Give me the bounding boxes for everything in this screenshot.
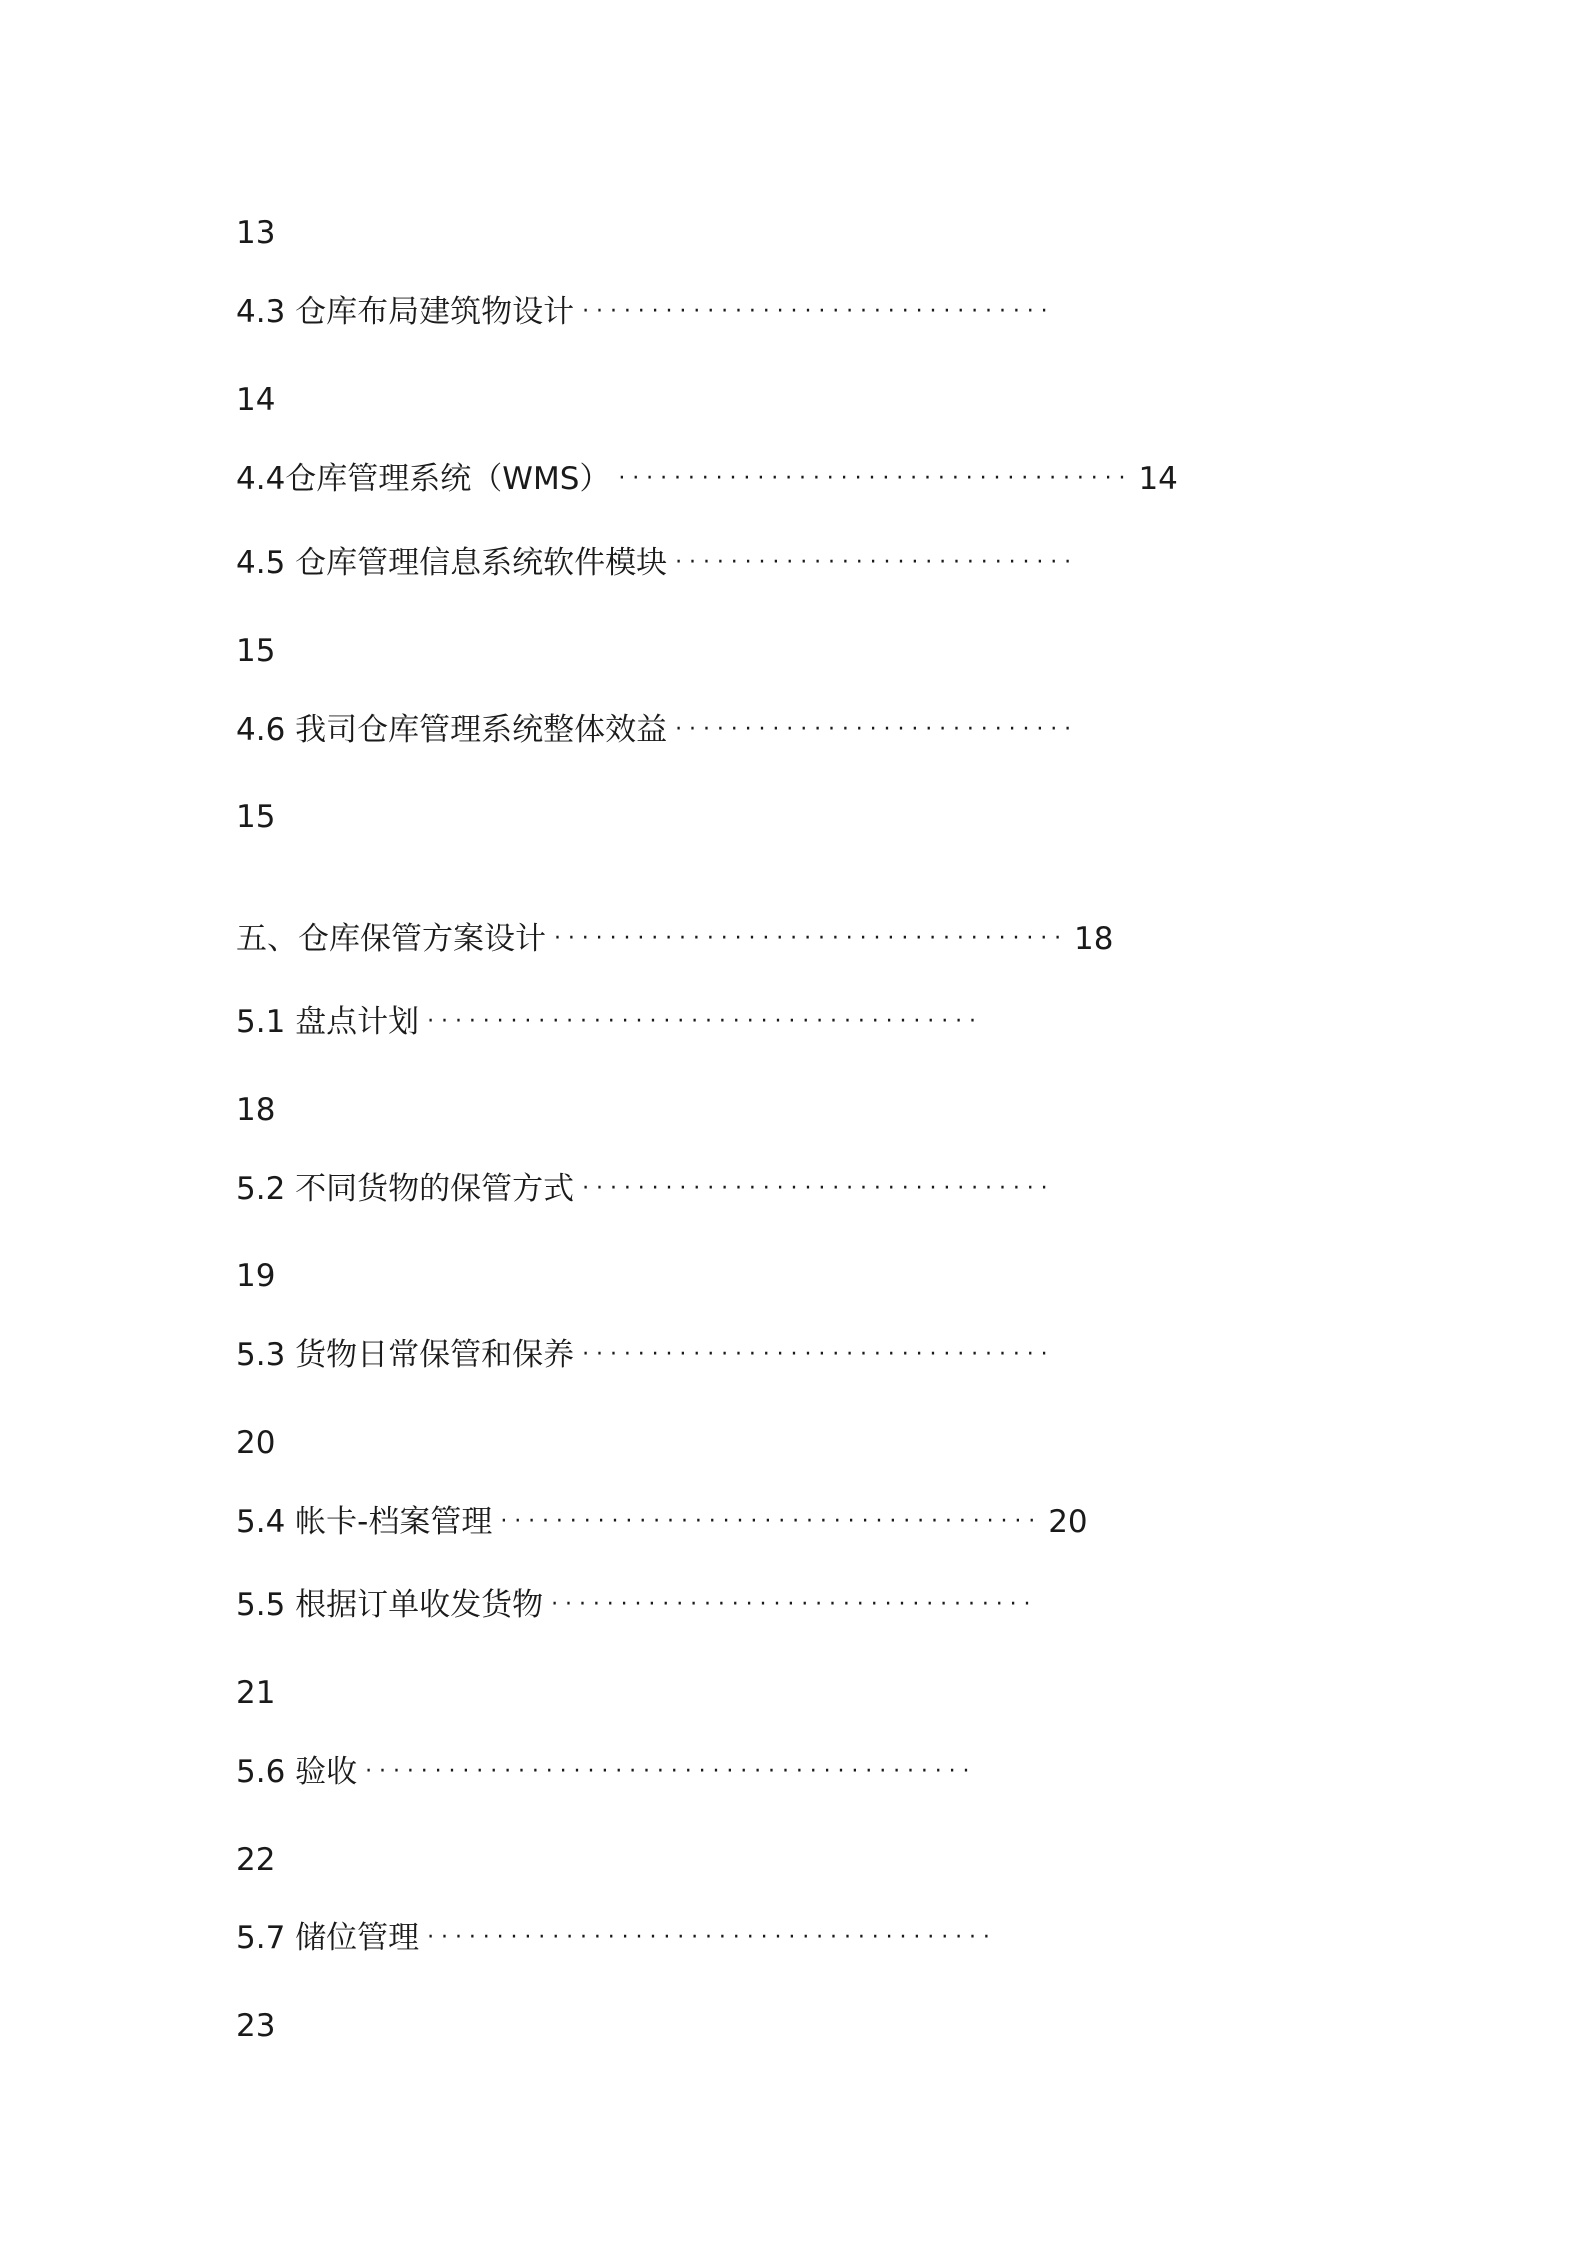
toc-entry-label: 5.7 储位管理 (236, 1920, 420, 1956)
toc-page-number: 15 (236, 633, 276, 669)
toc-entry-4-3 (236, 292, 1336, 332)
toc-entry-4-5 (236, 543, 1336, 583)
toc-entry-label: 4.3 仓库布局建筑物设计 (236, 294, 575, 330)
toc-leader-dots: ·································· (582, 299, 1055, 324)
toc-page-number: 23 (236, 2008, 276, 2044)
toc-leader-dots: ········································· (427, 1925, 997, 1950)
toc-leader-dots: ····························· (675, 550, 1079, 575)
toc-entry-label: 5.2 不同货物的保管方式 (236, 1171, 575, 1207)
toc-entry-5-2 (236, 1169, 1336, 1209)
toc-entry-5-6 (236, 1752, 1336, 1792)
toc-entry-5-7 (236, 1918, 1336, 1958)
toc-entry-4-4 (236, 459, 1356, 499)
toc-page-number: 13 (236, 215, 276, 251)
toc-entry-label: 5.1 盘点计划 (236, 1004, 420, 1040)
toc-leader-dots: ·································· (582, 1342, 1055, 1367)
toc-page-number: 19 (236, 1258, 276, 1294)
toc-entry-label: 4.6 我司仓库管理系统整体效益 (236, 712, 668, 748)
toc-entry-label: 5.3 货物日常保管和保养 (236, 1337, 575, 1373)
toc-entry-page-number: 18 (1074, 921, 1114, 957)
toc-entry-5-4 (236, 1502, 1356, 1542)
toc-leader-dots: ······································· (500, 1509, 1043, 1534)
toc-entry-section-5 (236, 919, 1356, 959)
toc-entry-label: 4.5 仓库管理信息系统软件模块 (236, 545, 668, 581)
toc-page-number: 22 (236, 1842, 276, 1878)
toc-leader-dots: ··································· (551, 1592, 1038, 1617)
toc-leader-dots: ····························· (675, 717, 1079, 742)
toc-leader-dots: ····································· (618, 466, 1133, 491)
toc-page-number: 14 (236, 382, 276, 418)
toc-entry-5-5 (236, 1585, 1336, 1625)
toc-entry-label: 5.4 帐卡-档案管理 (236, 1504, 493, 1540)
toc-entry-page-number: 14 (1138, 461, 1178, 497)
toc-leader-dots: ············································ (365, 1759, 977, 1784)
toc-entry-5-1 (236, 1002, 1336, 1042)
toc-leader-dots: ·································· (582, 1176, 1055, 1201)
toc-entry-label: 4.4仓库管理系统（WMS） (236, 461, 611, 497)
toc-entry-label: 五、仓库保管方案设计 (236, 921, 546, 957)
toc-page-number: 18 (236, 1092, 276, 1128)
toc-entry-page-number: 20 (1048, 1504, 1088, 1540)
toc-entry-4-6 (236, 710, 1336, 750)
toc-entry-5-3 (236, 1335, 1336, 1375)
toc-leader-dots: ········································ (427, 1009, 983, 1034)
toc-page-number: 15 (236, 799, 276, 835)
toc-page-number: 20 (236, 1425, 276, 1461)
toc-leader-dots: ····································· (554, 926, 1069, 951)
toc-entry-label: 5.5 根据订单收发货物 (236, 1587, 544, 1623)
toc-page-number: 21 (236, 1675, 276, 1711)
toc-entry-label: 5.6 验收 (236, 1754, 358, 1790)
